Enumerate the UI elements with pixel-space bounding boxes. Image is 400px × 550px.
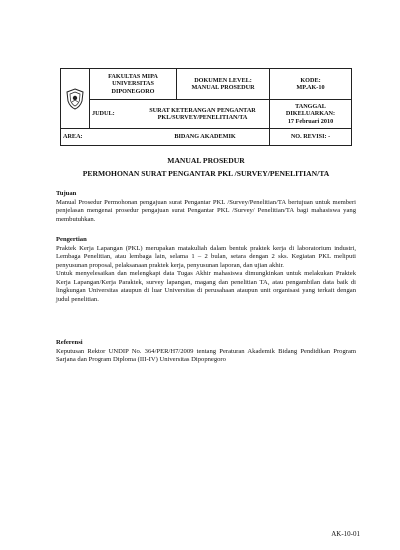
doc-level-label: DOKUMEN LEVEL: (194, 76, 252, 84)
judul-line-1: SURAT KETERANGAN PENGANTAR (149, 106, 256, 114)
judul-label: JUDUL: (92, 110, 115, 118)
footer-code: AK-10-01 (331, 530, 360, 538)
section-paragraph-1: Praktek Kerja Lapangan (PKL) merupakan matakuliah dalam bentuk praktek kerja di laboratorium industri, Lembaga Penelitian, atau lembaga lain, selama 1 – 2 bulan, setara dengan 2 sks. Kegiatan PKL meliputi penyusunan proposal, pelaksanaan praktek kerja, penyusunan laporan, dan ujian akhir. (56, 244, 356, 269)
area-cell (61, 129, 270, 146)
section-referensi (56, 339, 356, 365)
section-text: Manual Prosedur Permohonan pengajuan surat Pengantar PKL /Survey/Penelitian/TA bertujuan untuk memberi penjelasan mengenai prosedur pengajuan surat Pengantar PKL /Survey/ Penelitian/TA bagi mahasiswa yang membutuhkan. (56, 198, 356, 223)
area-label: AREA: (63, 133, 83, 141)
section-heading: Tujuan (56, 190, 77, 197)
date-line-2: DIKELUARKAN: (285, 110, 336, 118)
code-cell (270, 69, 352, 100)
date-line-1: TANGGAL (295, 102, 326, 110)
date-value: 17 Februari 2010 (287, 117, 334, 125)
code-label: KODE: (300, 76, 321, 84)
document-title: MANUAL PROSEDUR (167, 156, 245, 165)
doc-level-cell (177, 69, 270, 100)
section-text: Keputusan Rektor UNDIP No. 364/PER/H7/2009 tentang Peraturan Akademik Bidang Pendidikan Program Sarjana dan Program Diploma (III-IV) Universitas Dipopnegoro (56, 347, 356, 364)
document-header-table (60, 68, 352, 146)
faculty-cell (90, 69, 177, 100)
area-value: BIDANG AKADEMIK (174, 133, 236, 141)
faculty-line-1: FAKULTAS MIPA UNIVERSITAS (108, 72, 158, 88)
logo-cell (61, 69, 90, 129)
doc-level-value: MANUAL PROSEDUR (191, 84, 255, 91)
judul-cell (90, 100, 270, 129)
university-seal-icon (63, 88, 87, 110)
section-pengertian (56, 236, 356, 305)
faculty-line-2: DIPONEGORO (111, 87, 155, 95)
date-cell (270, 100, 352, 129)
judul-line-2: PKL/SURVEY/PENELITIAN/TA (157, 114, 248, 121)
revision-cell: NO. REVISI: - (270, 129, 352, 146)
section-paragraph-2: Untuk menyelesaikan dan melengkapi data Tugas Akhir mahasiswa dimungkinkan untuk melakukan Praktek Kerja Lapangan/Kerja Paraktek, survey lapangan, magang dan penelitian TA, atau pengambilan data baik di lingkungan Universitas ataupun di luar Universitas di perusahaan ataupun unit organisasi yang terkait dengan judul penelitian. (56, 270, 356, 303)
document-subtitle: PERMOHONAN SURAT PENGANTAR PKL /SURVEY/PENELITIAN/TA (82, 169, 330, 178)
section-heading: Pengertian (56, 236, 87, 243)
section-heading: Referensi (56, 339, 83, 346)
code-value: MP.AK-10 (296, 84, 325, 91)
section-tujuan (56, 190, 356, 224)
